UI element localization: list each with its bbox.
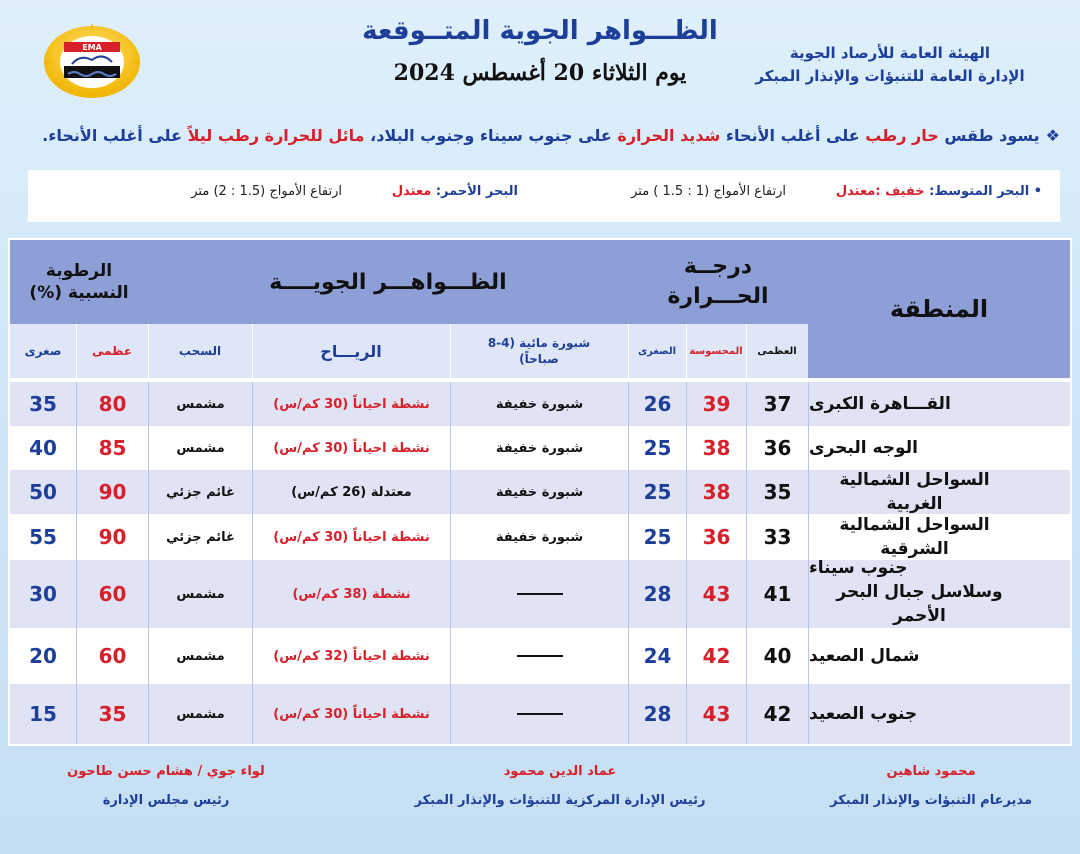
temp-feels: 42 xyxy=(686,628,746,684)
temp-max: 42 xyxy=(746,684,808,744)
fog: شبورة خفيفة xyxy=(450,470,628,514)
signature-block xyxy=(830,764,1032,808)
page-title: الظـــواهر الجوية المتــوقعة xyxy=(362,16,718,46)
mediterranean-label: • البحر المتوسط: xyxy=(929,184,1042,199)
subheader-hum-max-label: عظمى xyxy=(91,344,133,358)
temp-min: 28 xyxy=(628,684,686,744)
humidity-max: 90 xyxy=(76,514,148,560)
fog xyxy=(450,628,628,684)
summary-part-1: يسود طقس xyxy=(938,126,1040,145)
summary-mild: مائل للحرارة رطب ليلاً xyxy=(187,126,365,145)
region-name-line-2: وسلاسل جبال البحر الأحمر xyxy=(836,582,1003,626)
clouds: مشمس xyxy=(148,684,252,744)
subheader-wind-label: الريـــاح xyxy=(320,341,382,361)
region-name: السواحل الشمالية الشرقية xyxy=(808,514,1070,560)
subheader-clouds xyxy=(148,324,252,378)
subheader-max-label: العظمى xyxy=(757,345,797,357)
header-temperature xyxy=(628,244,808,320)
clouds: مشمس xyxy=(148,560,252,628)
region-name-line-1: جنوب سيناء xyxy=(809,558,908,578)
humidity-max: 80 xyxy=(76,382,148,426)
signature-block xyxy=(380,764,740,808)
temp-max: 36 xyxy=(746,426,808,470)
region-name: جنوب الصعيد xyxy=(808,684,1070,744)
subheader-hum-min-label: صغرى xyxy=(24,344,62,358)
summary-part-2: على أغلب الأنحاء xyxy=(720,126,866,145)
signatory-name: لواء جوي / هشام حسن طاحون xyxy=(67,764,265,779)
subheader-fog xyxy=(450,324,628,378)
red-sea-waves-text: ارتفاع الأمواج (1.5 : 2) متر xyxy=(191,184,342,199)
temp-feels: 43 xyxy=(686,684,746,744)
table-row xyxy=(10,560,1070,628)
table-row xyxy=(10,684,1070,744)
humidity-min: 50 xyxy=(29,480,57,504)
temp-max: 41 xyxy=(746,560,808,628)
clouds: مشمس xyxy=(148,382,252,426)
subheader-feels xyxy=(686,324,746,378)
temp-min: 28 xyxy=(628,560,686,628)
temp-feels: 38 xyxy=(686,426,746,470)
region-name: السواحل الشمالية الغربية xyxy=(808,470,1070,514)
no-fog-dash xyxy=(517,655,563,657)
summary-hot-humid: حار رطب xyxy=(865,126,939,145)
subheader-wind xyxy=(252,324,450,378)
wind: معتدلة (26 كم/س) xyxy=(252,470,450,514)
temp-min: 25 xyxy=(628,514,686,560)
clouds: مشمس xyxy=(148,426,252,470)
no-fog-dash xyxy=(517,713,563,715)
temp-min: 26 xyxy=(628,382,686,426)
fog: شبورة خفيفة xyxy=(450,426,628,470)
header-phenomena xyxy=(148,244,628,320)
table-row xyxy=(10,382,1070,426)
table-row xyxy=(10,514,1070,560)
subheader-fog-label: شبورة مائية (4-8 صباحاً) xyxy=(487,336,591,366)
subheader-max xyxy=(746,324,808,378)
signatory-role: رئيس مجلس الإدارة xyxy=(102,793,230,808)
temp-max: 35 xyxy=(746,470,808,514)
red-sea xyxy=(392,184,518,199)
clouds: غائم جزئي xyxy=(148,470,252,514)
subheader-feels-label: المحسوسة xyxy=(689,345,743,357)
table-row xyxy=(10,470,1070,514)
region-name xyxy=(808,560,1070,628)
temp-min: 24 xyxy=(628,628,686,684)
fog: شبورة خفيفة xyxy=(450,514,628,560)
humidity-max: 60 xyxy=(76,628,148,684)
subheader-min xyxy=(628,324,686,378)
fog xyxy=(450,684,628,744)
humidity-min: 30 xyxy=(29,582,57,606)
organization-name xyxy=(740,42,1040,88)
signatory-name: محمود شاهين xyxy=(886,764,976,779)
temp-min: 25 xyxy=(628,470,686,514)
region-name: القـــاهرة الكبرى xyxy=(808,382,1070,426)
header-phenomena-label: الظـــواهـــر الجويــــة xyxy=(269,269,507,295)
ema-logo xyxy=(42,24,142,100)
table-row xyxy=(10,628,1070,684)
temp-max: 37 xyxy=(746,382,808,426)
fog: شبورة خفيفة xyxy=(450,382,628,426)
signatory-role: مديرعام التنبؤات والإنذار المبكر xyxy=(830,793,1032,808)
humidity-max: 90 xyxy=(76,470,148,514)
header-humidity-label: الرطوبة النسبية (%) xyxy=(29,261,129,303)
temp-feels: 39 xyxy=(686,382,746,426)
red-sea-label: البحر الأحمر: xyxy=(435,184,518,199)
red-sea-state: معتدل xyxy=(391,184,432,199)
summary-part-3: على جنوب سيناء وجنوب البلاد، xyxy=(364,126,618,145)
bullet-icon: ❖ xyxy=(1045,126,1060,145)
org-line-2: الإدارة العامة للتنبؤات والإنذار المبكر xyxy=(755,67,1025,85)
wind: نشطة احياناً (32 كم/س) xyxy=(252,628,450,684)
forecast-date: يوم الثلاثاء 20 أغسطس 2024 xyxy=(393,60,687,86)
wind: نشطة (38 كم/س) xyxy=(252,560,450,628)
fog xyxy=(450,560,628,628)
header-humidity xyxy=(10,250,148,314)
logo-text: EMA xyxy=(82,43,102,52)
wind: نشطة احياناً (30 كم/س) xyxy=(252,382,450,426)
subheader-min-label: الصغرى xyxy=(637,345,677,357)
humidity-min: 55 xyxy=(29,525,57,549)
clouds: غائم جزئي xyxy=(148,514,252,560)
weather-summary xyxy=(10,126,1060,145)
temp-max: 33 xyxy=(746,514,808,560)
summary-very-hot: شديد الحرارة xyxy=(617,126,721,145)
wind: نشطة احياناً (30 كم/س) xyxy=(252,684,450,744)
humidity-min: 15 xyxy=(29,702,57,726)
region-name: شمال الصعيد xyxy=(808,628,1070,684)
clouds: مشمس xyxy=(148,628,252,684)
mediterranean-sea xyxy=(836,184,1042,199)
signatory-name: عماد الدين محمود xyxy=(503,764,617,779)
wind: نشطة احياناً (30 كم/س) xyxy=(252,426,450,470)
mediterranean-waves xyxy=(631,184,786,199)
header-temperature-label: درجــة الحـــرارة xyxy=(667,254,769,309)
subheader-hum-max xyxy=(76,324,148,378)
table-row xyxy=(10,426,1070,470)
red-sea-waves xyxy=(191,184,342,199)
header-region-label: المنطقة xyxy=(889,295,989,323)
region-name: الوجه البحرى xyxy=(808,426,1070,470)
header-region xyxy=(808,240,1070,378)
signature-block xyxy=(66,764,266,808)
subheader-hum-min xyxy=(10,324,76,378)
summary-part-4: على أغلب الأنحاء. xyxy=(42,126,188,145)
humidity-max: 35 xyxy=(76,684,148,744)
humidity-max: 60 xyxy=(76,560,148,628)
humidity-min: 40 xyxy=(29,436,57,460)
mediterranean-state: خفيف :معتدل xyxy=(835,184,925,199)
wind: نشطة احياناً (30 كم/س) xyxy=(252,514,450,560)
humidity-min: 35 xyxy=(29,392,57,416)
no-fog-dash xyxy=(517,593,563,595)
signatory-role: رئيس الإدارة المركزية للتنبؤات والإنذار المبكر xyxy=(414,793,706,808)
temp-min: 25 xyxy=(628,426,686,470)
temp-feels: 43 xyxy=(686,560,746,628)
mediterranean-waves-text: ارتفاع الأمواج (1 : 1.5 ) متر xyxy=(631,184,786,199)
subheader-clouds-label: السحب xyxy=(178,344,222,358)
temp-max: 40 xyxy=(746,628,808,684)
temp-feels: 36 xyxy=(686,514,746,560)
humidity-min: 20 xyxy=(29,644,57,668)
org-line-1: الهيئة العامة للأرصاد الجوية xyxy=(789,44,991,62)
humidity-max: 85 xyxy=(76,426,148,470)
temp-feels: 38 xyxy=(686,470,746,514)
